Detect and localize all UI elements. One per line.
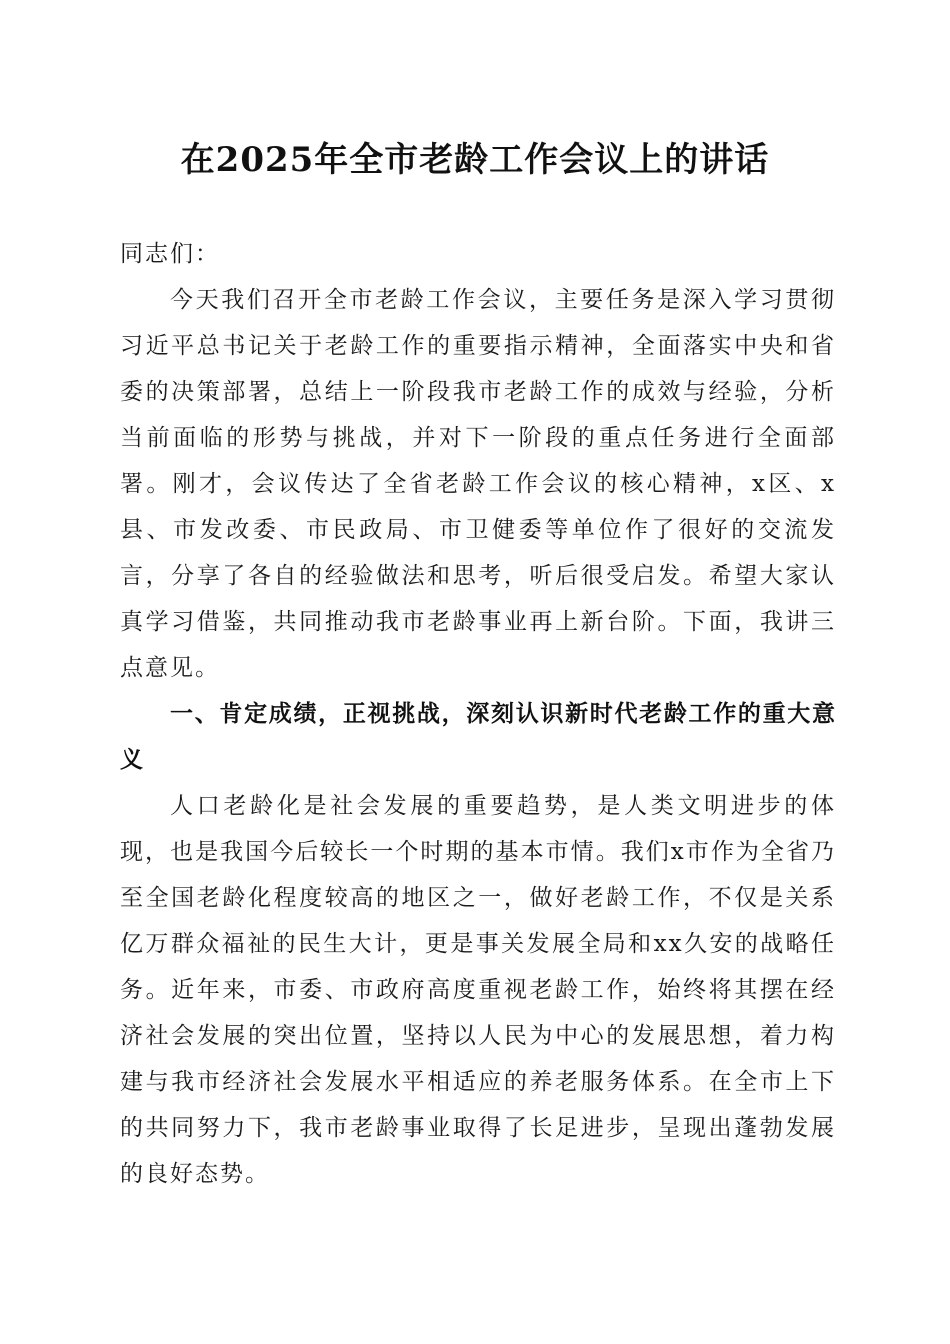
document-title: 在2025年全市老龄工作会议上的讲话 — [180, 140, 770, 180]
document-body — [120, 231, 836, 1197]
salutation: 同志们： — [120, 241, 220, 267]
opening-paragraph: 今天我们召开全市老龄工作会议，主要任务是深入学习贯彻习近平总书记关于老龄工作的重要指示精神，全面落实中央和省委的决策部署，总结上一阶段我市老龄工作的成效与经验，分析当前面临的形势与挑战，并对下一阶段的重点任务进行全面部署。刚才，会议传达了全省老龄工作会议的核心精神，x区、x县、市发改委、市民政局、市卫健委等单位作了很好的交流发言，分享了各自的经验做法和思考，听后很受启发。希望大家认真学习借鉴，共同推动我市老龄事业再上新台阶。下面，我讲三点意见。 — [120, 287, 836, 681]
section-1-paragraph: 人口老龄化是社会发展的重要趋势，是人类文明进步的体现，也是我国今后较长一个时期的基本市情。我们x市作为全省乃至全国老龄化程度较高的地区之一，做好老龄工作，不仅是关系亿万群众福祉的民生大计，更是事关发展全局和xx久安的战略任务。近年来，市委、市政府高度重视老龄工作，始终将其摆在经济社会发展的突出位置，坚持以人民为中心的发展思想，着力构建与我市经济社会发展水平相适应的养老服务体系。在全市上下的共同努力下，我市老龄事业取得了长足进步，呈现出蓬勃发展的良好态势。 — [120, 793, 836, 1187]
section-heading-1: 一、肯定成绩，正视挑战，深刻认识新时代老龄工作的重大意义 — [120, 701, 836, 773]
